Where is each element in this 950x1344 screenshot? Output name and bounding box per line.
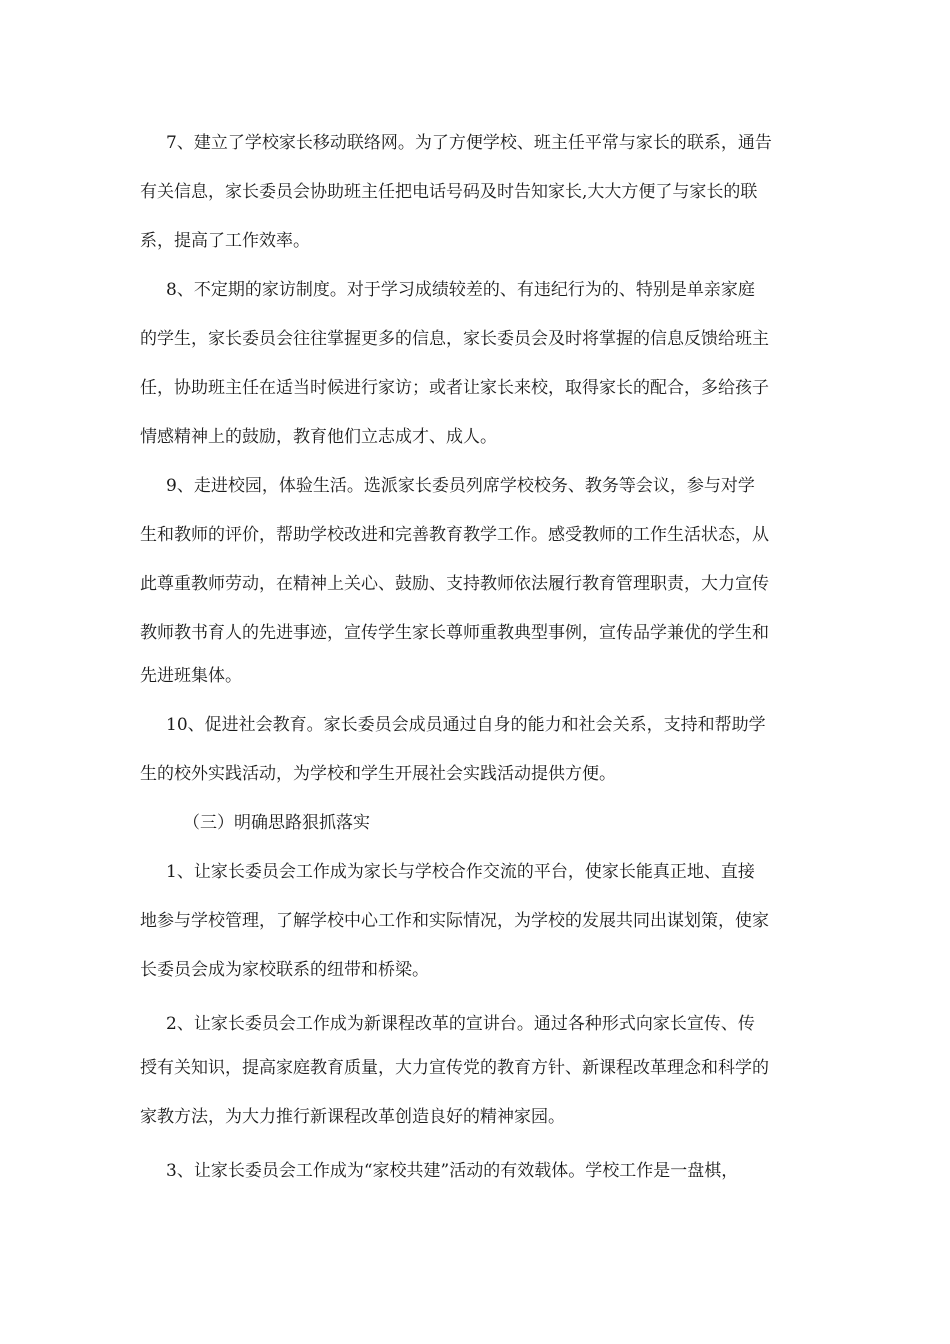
paragraph-7-line-2: 有关信息，家长委员会协助班主任把电话号码及时告知家长,大大方便了与家长的联 xyxy=(140,182,758,202)
subsection-3-line-1: 3、让家长委员会工作成为“家校共建”活动的有效载体。学校工作是一盘棋， xyxy=(166,1161,739,1181)
paragraph-7-line-3: 系，提高了工作效率。 xyxy=(140,231,310,251)
paragraph-9-line-2: 生和教师的评价，帮助学校改进和完善教育教学工作。感受教师的工作生活状态，从 xyxy=(140,525,769,545)
subsection-1-line-1: 1、让家长委员会工作成为家长与学校合作交流的平台，使家长能真正地、直接 xyxy=(166,862,755,882)
subsection-2-line-3: 家教方法，为大力推行新课程改革创造良好的精神家园。 xyxy=(140,1107,565,1127)
subsection-1-line-2: 地参与学校管理，了解学校中心工作和实际情况，为学校的发展共同出谋划策，使家 xyxy=(140,911,769,931)
paragraph-9-line-1: 9、走进校园，体验生活。选派家长委员列席学校校务、教务等会议，参与对学 xyxy=(166,476,755,496)
subsection-2-line-1: 2、让家长委员会工作成为新课程改革的宣讲台。通过各种形式向家长宣传、传 xyxy=(166,1014,755,1034)
subsection-2-line-2: 授有关知识，提高家庭教育质量，大力宣传党的教育方针、新课程改革理念和科学的 xyxy=(140,1058,769,1078)
paragraph-10-line-1: 10、促进社会教育。家长委员会成员通过自身的能力和社会关系，支持和帮助学 xyxy=(166,715,766,735)
paragraph-8-line-2: 的学生，家长委员会往往掌握更多的信息，家长委员会及时将掌握的信息反馈给班主 xyxy=(140,329,769,349)
paragraph-9-line-3: 此尊重教师劳动，在精神上关心、鼓励、支持教师依法履行教育管理职责，大力宣传 xyxy=(140,574,769,594)
paragraph-8-line-4: 情感精神上的鼓励，教育他们立志成才、成人。 xyxy=(140,427,497,447)
paragraph-10-line-2: 生的校外实践活动，为学校和学生开展社会实践活动提供方便。 xyxy=(140,764,616,784)
paragraph-8-line-1: 8、不定期的家访制度。对于学习成绩较差的、有违纪行为的、特别是单亲家庭 xyxy=(166,280,755,300)
section-heading: （三）明确思路狠抓落实 xyxy=(183,813,370,833)
subsection-1-line-3: 长委员会成为家校联系的纽带和桥梁。 xyxy=(140,960,429,980)
paragraph-9-line-4: 教师教书育人的先进事迹，宣传学生家长尊师重教典型事例，宣传品学兼优的学生和 xyxy=(140,623,769,643)
paragraph-9-line-5: 先进班集体。 xyxy=(140,666,242,686)
paragraph-8-line-3: 任，协助班主任在适当时候进行家访；或者让家长来校，取得家长的配合，多给孩子 xyxy=(140,378,769,398)
paragraph-7-line-1: 7、建立了学校家长移动联络网。为了方便学校、班主任平常与家长的联系，通告 xyxy=(166,133,772,153)
